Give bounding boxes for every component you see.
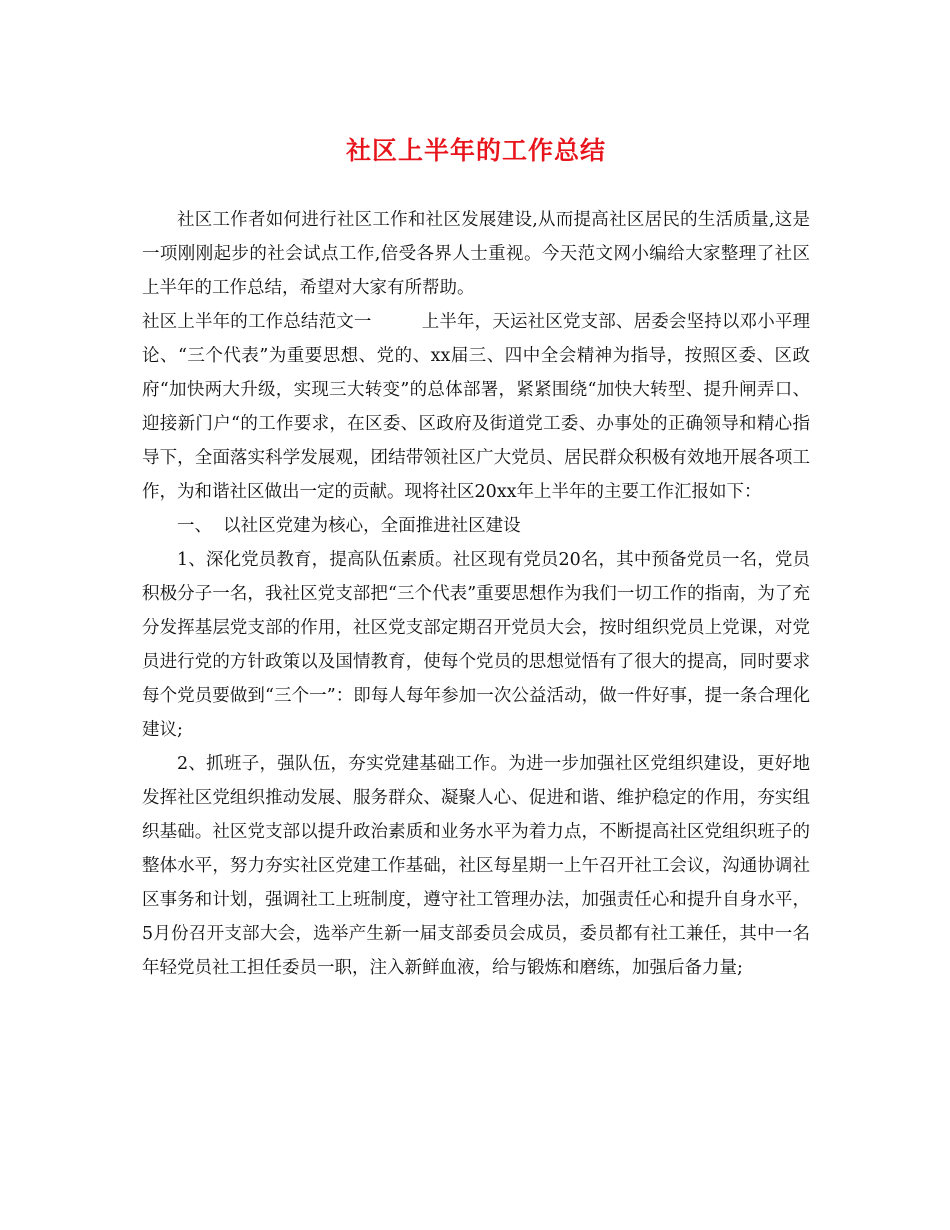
item-two-paragraph: 2、抓班子，强队伍，夯实党建基础工作。为进一步加强社区党组织建设，更好地发挥社区党组织推动发展、服务群众、凝聚人心、促进和谐、维护稳定的作用，夯实组织基础。社区党支部以提升政治素质和业务水平为着力点，不断提高社区党组织班子的整体水平，努力夯实社区党建工作基础，社区每星期一上午召开社工会议，沟通协调社区事务和计划，强调社工上班制度，遵守社工管理办法，加强责任心和提升自身水平， 5月份召开支部大会，选举产生新一届支部委员会成员，委员都有社工兼任，其中一名年轻党员社工担任委员一职，注入新鲜血液，给与锻炼和磨练，加强后备力量;: [142, 754, 810, 978]
sample-heading: 社区上半年的工作总结范文一: [142, 312, 372, 332]
sample-body: 上半年，天运社区党支部、居委会坚持以邓小平理论、“三个代表”为重要思想、党的、xx届三、四中全会精神为指导，按照区委、区政府“加快两大升级，实现三大转变”的总体部署，紧紧围绕“加快大转型、提升闸弄口、迎接新门户“的工作要求，在区委、区政府及街道党工委、办事处的正确领导和精心指导下，全面落实科学发展观，团结带领社区广大党员、居民群众积极有效地开展各项工作，为和谐社区做出一定的贡献。现将社区20xx年上半年的主要工作汇报如下：: [142, 312, 811, 502]
section-one-heading: 一、 以社区党建为核心，全面推进社区建设: [177, 516, 521, 536]
document-title: 社区上半年的工作总结: [345, 136, 606, 165]
document-body: [142, 203, 810, 985]
sample-paragraph: [142, 305, 810, 509]
intro-paragraph: 社区工作者如何进行社区工作和社区发展建设,从而提高社区居民的生活质量,这是一项刚刚起步的社会试点工作,倍受各界人士重视。今天范文网小编给大家整理了社区上半年的工作总结，希望对大家有所帮助。: [142, 210, 810, 298]
item-one-paragraph: 1、深化党员教育，提高队伍素质。社区现有党员20名，其中预备党员一名，党员积极分子一名，我社区党支部把“三个代表”重要思想作为我们一切工作的指南，为了充分发挥基层党支部的作用，社区党支部定期召开党员大会，按时组织党员上党课，对党员进行党的方针政策以及国情教育，使每个党员的思想觉悟有了很大的提高，同时要求每个党员要做到“三个一”：即每人每年参加一次公益活动，做一件好事，提一条合理化建议;: [142, 550, 810, 740]
